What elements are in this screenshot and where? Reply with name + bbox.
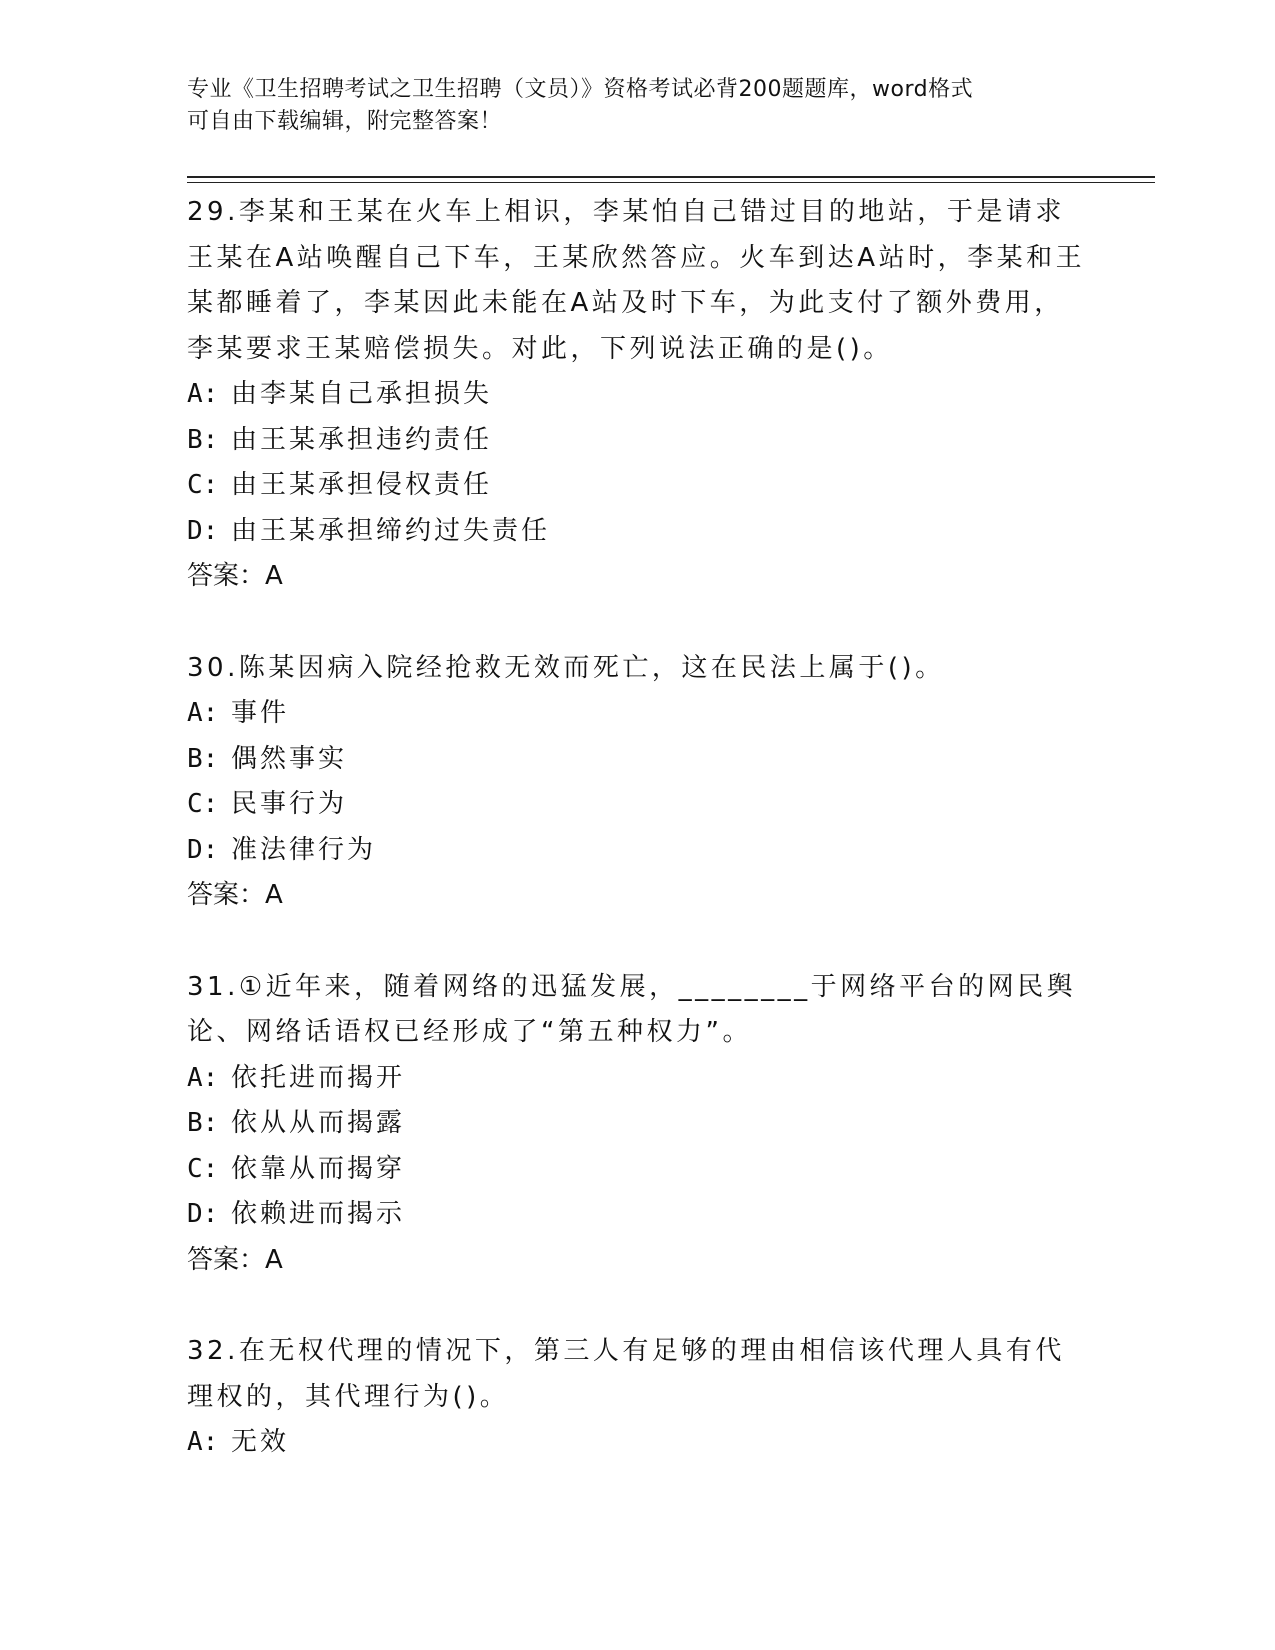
option-text: 偶然事实 [231,743,348,774]
answer-label: 答案： [187,880,266,910]
question-31 [187,965,1087,1284]
header-divider-thin [187,182,1155,183]
answer-value: A [265,1244,283,1275]
option-key: D: [187,1199,219,1229]
option-key: A: [187,1427,219,1457]
question-30 [187,646,1087,919]
question-list [187,190,1087,1512]
question-32 [187,1329,1087,1466]
option-text: 由王某承担侵权责任 [231,470,493,500]
option-a [187,372,1087,418]
answer [187,873,1087,919]
option-key: C: [187,470,219,500]
question-text: 31.①近年来，随着网络的迅猛发展，________于网络平台的网民舆论、网络话语权已经形成了“第五种权力”。 [187,971,1077,1047]
option-b [187,737,1087,783]
option-text: 事件 [231,698,290,728]
answer-label: 答案： [187,561,266,591]
option-key: B: [187,743,219,774]
question-text: 29.李某和王某在火车上相识，李某怕自己错过目的地站，于是请求王某在A站唤醒自己下车，王某欣然答应。火车到达A站时，李某和王某都睡着了，李某因此未能在A站及时下车，为此支付了额外费用，李某要求王某赔偿损失。对此，下列说法正确的是()。 [187,197,1086,364]
option-c [187,463,1087,509]
document-header [187,74,1087,138]
option-d [187,1192,1087,1238]
answer-value: A [265,880,283,910]
option-b [187,418,1087,464]
option-text: 依从从而揭露 [231,1108,406,1138]
option-text: 民事行为 [231,789,348,819]
option-key: C: [187,789,219,819]
option-key: B: [187,424,219,455]
option-text: 依赖进而揭示 [231,1199,406,1229]
option-key: A: [187,1062,219,1093]
answer-label: 答案： [187,1244,266,1275]
option-text: 无效 [231,1427,290,1457]
question-text: 32.在无权代理的情况下，第三人有足够的理由相信该代理人具有代理权的，其代理行为()。 [187,1336,1065,1412]
option-c [187,782,1087,828]
option-b [187,1101,1087,1147]
answer [187,554,1087,600]
option-c [187,1147,1087,1193]
question-text: 30.陈某因病入院经抢救无效而死亡，这在民法上属于()。 [187,652,945,683]
option-key: D: [187,515,219,546]
option-d [187,509,1087,555]
option-text: 依靠从而揭穿 [231,1153,406,1184]
option-text: 由王某承担缔约过失责任 [231,515,551,546]
option-text: 由李某自己承担损失 [231,379,493,409]
option-text: 由王某承担违约责任 [231,424,493,455]
header-divider-thick [187,176,1155,178]
option-key: D: [187,834,219,865]
option-text: 准法律行为 [231,834,377,865]
answer-value: A [265,561,283,591]
header-line-1: 专业《卫生招聘考试之卫生招聘（文员）》资格考试必背200题题库，word格式 [187,77,974,102]
question-29 [187,190,1087,600]
option-key: B: [187,1108,219,1138]
option-a [187,1056,1087,1102]
option-a [187,691,1087,737]
option-key: C: [187,1153,219,1184]
option-key: A: [187,379,219,409]
option-text: 依托进而揭开 [231,1062,406,1093]
answer [187,1238,1087,1284]
option-key: A: [187,698,219,728]
option-d [187,828,1087,874]
option-a [187,1420,1087,1466]
header-line-2: 可自由下载编辑，附完整答案！ [187,109,503,134]
